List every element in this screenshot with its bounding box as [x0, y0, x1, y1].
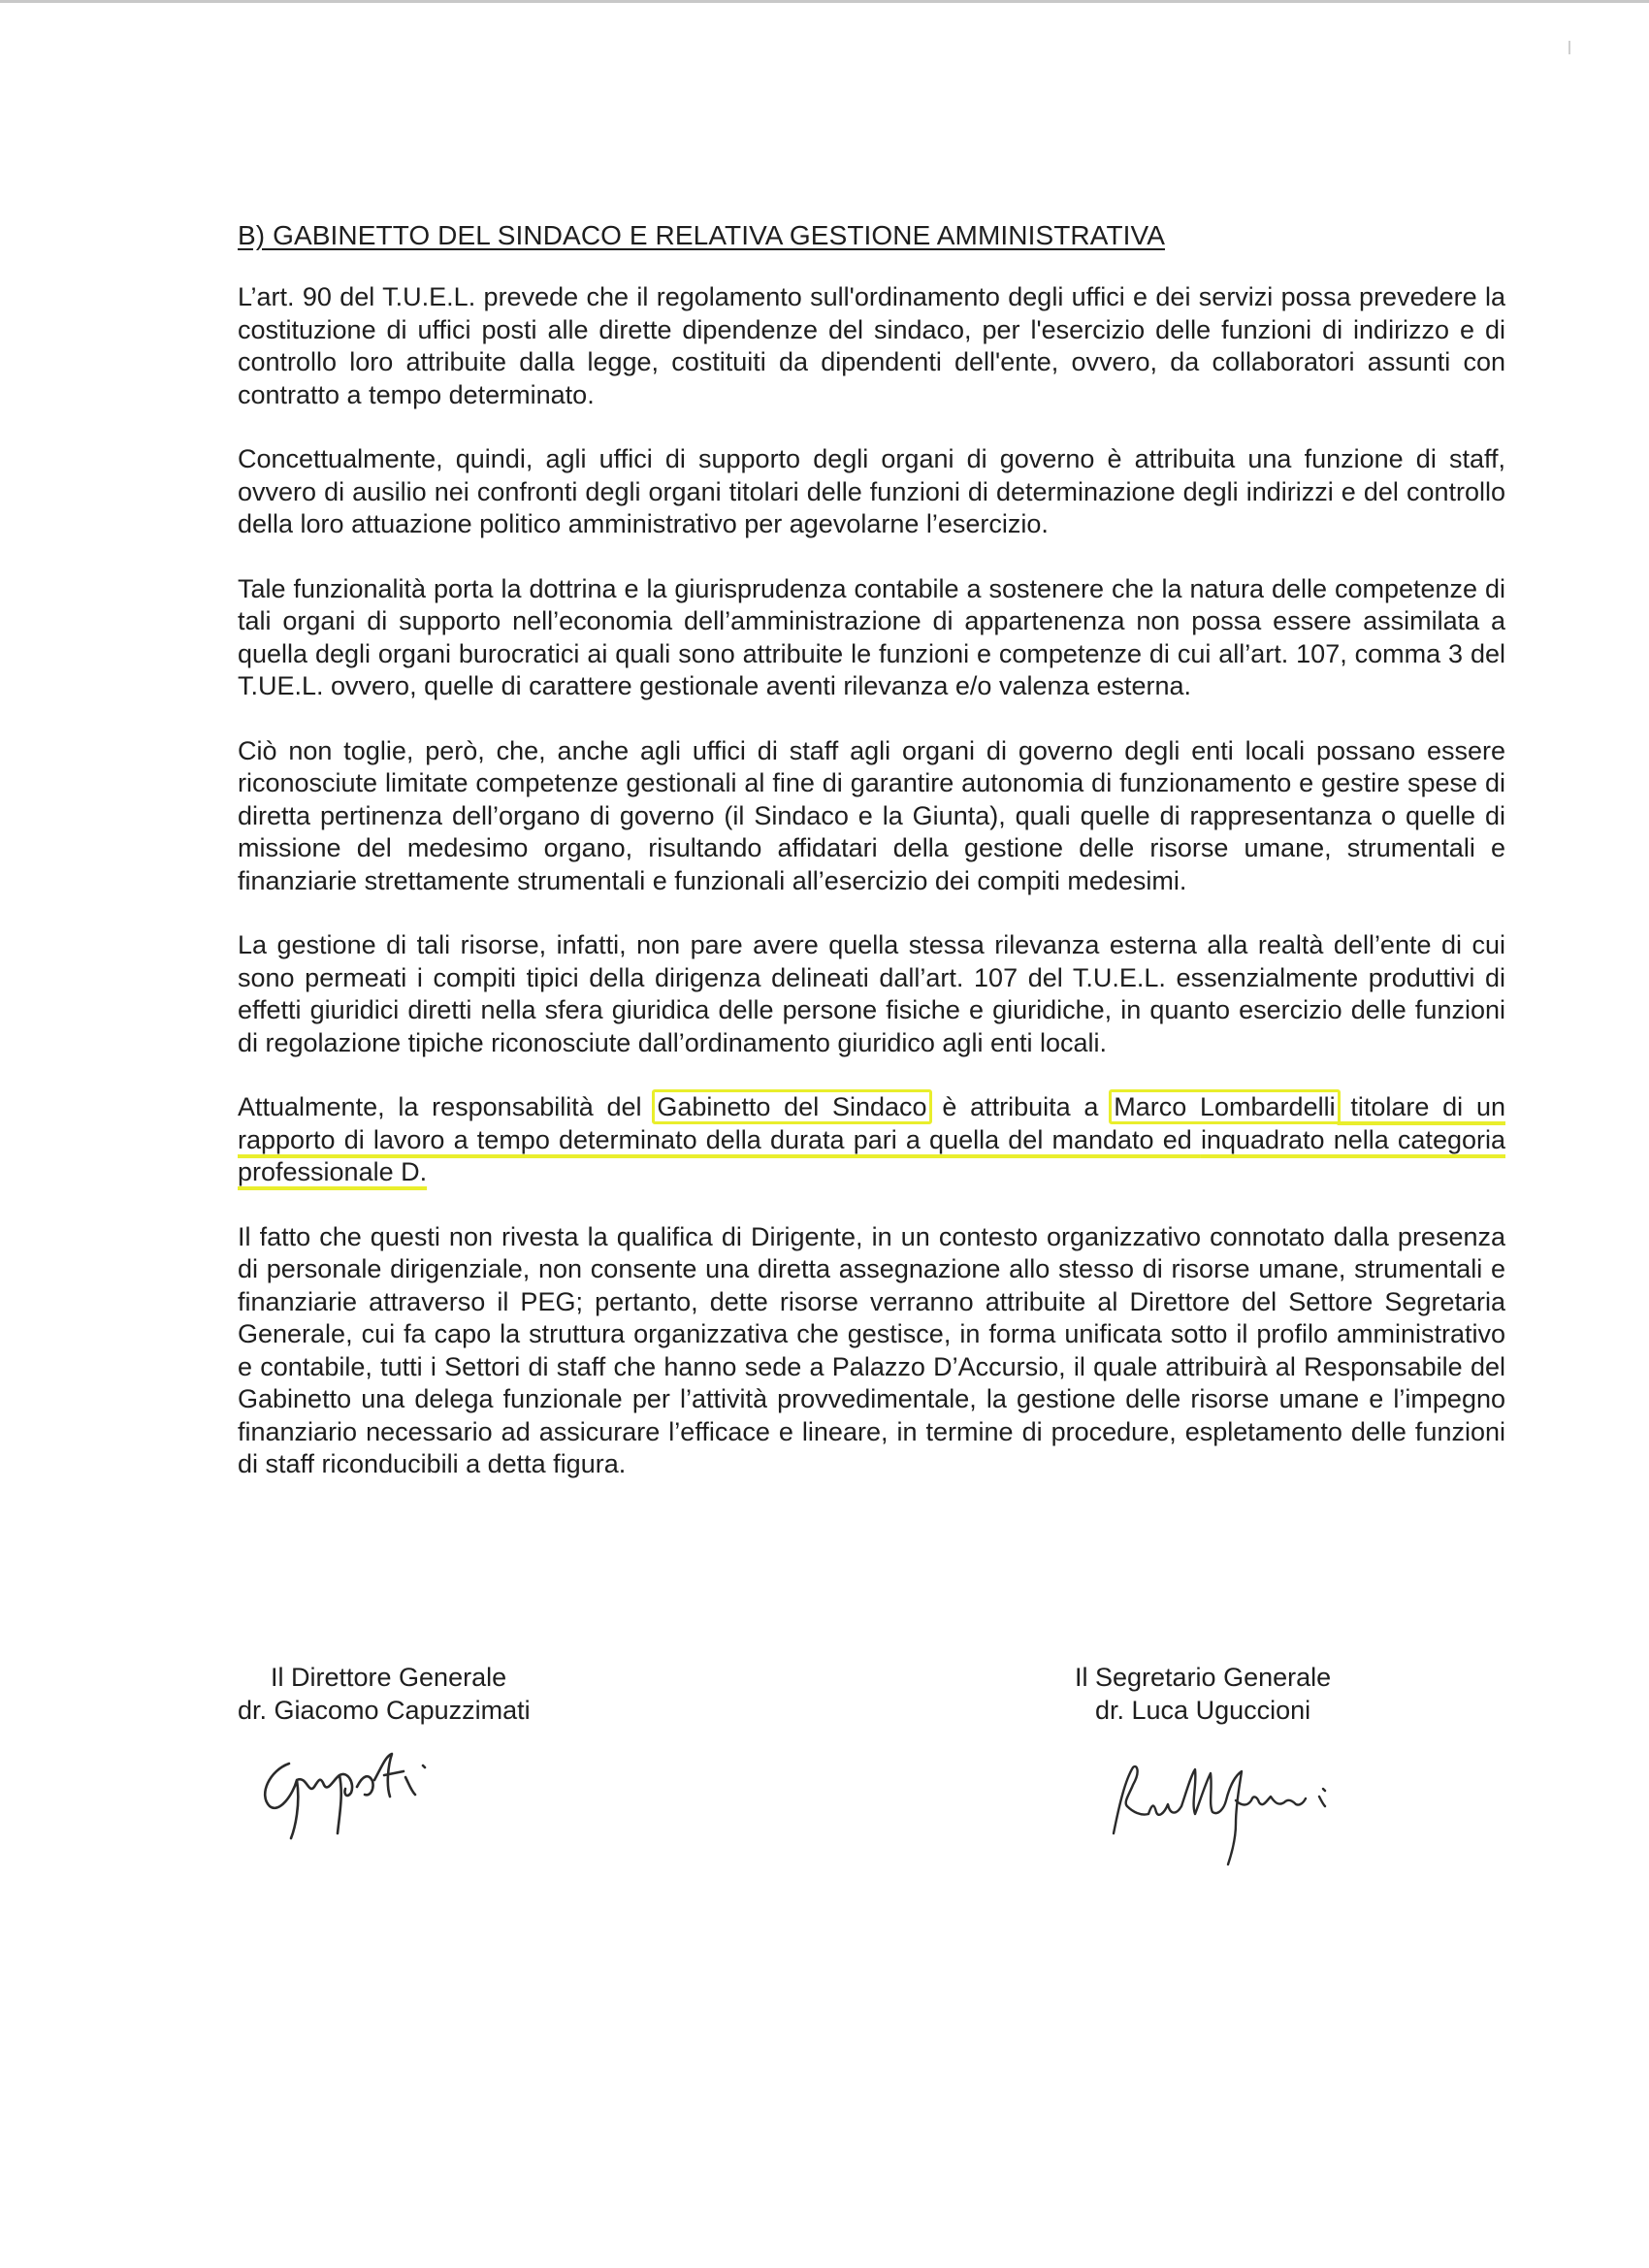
paragraph-4: Ciò non toglie, però, che, anche agli uffici di staff agli organi di governo degli enti locali possano essere riconosciute limitate competenze gestionali al fine di garantire autonomia di funzionamento e gestire spese di diretta pertinenza dell’organo di governo (il Sindaco e la Giunta), quali quelle di rappresentanza o quelle di missione del medesimo organo, risultando affidatari della gestione delle risorse umane, strumentali e finanziarie strettamente strumentali e funzionali all’esercizio dei compiti medesimi.	[238, 735, 1505, 895]
highlight-category: inquadrato nella categoria professionale D.	[238, 1124, 1505, 1186]
handwritten-signature-right	[1094, 1746, 1366, 1872]
signer-right-role: Il Segretario Generale	[1075, 1663, 1332, 1692]
page-top-edge	[0, 0, 1649, 3]
paragraph-1: L’art. 90 del T.U.E.L. prevede che il regolamento sull'ordinamento degli uffici e dei servizi possa prevedere la costituzione di uffici posti alle dirette dipendenze del sindaco, per l'esercizio delle funzioni di indirizzo e di controllo loro attribuite dalla legge, costituiti da dipendenti dell'ente, ovvero, da collaboratori assunti con contratto a tempo determinato.	[238, 282, 1505, 409]
handwritten-signature-left	[250, 1736, 483, 1843]
signer-left-name: dr. Giacomo Capuzzimati	[238, 1696, 531, 1725]
document-body	[238, 219, 1505, 1513]
highlight-name: Marco Lombardelli	[1109, 1089, 1340, 1124]
signer-left-role: Il Direttore Generale	[271, 1663, 507, 1692]
scan-mark	[1568, 41, 1570, 54]
paragraph-5: La gestione di tali risorse, infatti, non pare avere quella stessa rilevanza esterna alla realtà dell’ente di cui sono permeati i compiti tipici della dirigenza delineati dall’art. 107 del T.U.E.L. essenzialmente produttivi di effetti giuridici diretti nella sfera giuridica delle persone fisiche e giuridiche, in quanto esercizio delle funzioni di regolazione tipiche riconosciute dall’ordinamento giuridico agli enti locali.	[238, 930, 1505, 1057]
signature-block-left	[238, 1661, 531, 1727]
p6-text-e: titolare di un rapporto di lavoro a tempo determinato della durata pari a quella del mandato ed	[238, 1092, 1505, 1154]
paragraph-7: Il fatto che questi non rivesta la qualifica di Dirigente, in un contesto organizzativo connotato dalla presenza di personale dirigenziale, non consente una diretta assegnazione allo stesso di risorse umane, strumentali e finanziarie attraverso il PEG; pertanto, dette risorse verranno attribuite al Direttore del Settore Segretaria Generale, cui fa capo la struttura organizzativa che gestisce, in forma unificata sotto il profilo amministrativo e contabile, tutti i Settori di staff che hanno sede a Palazzo D’Accursio, il quale attribuirà al Responsabile del Gabinetto una delega funzionale per l’attività provvedimentale, la gestione delle risorse umane e l’impegno finanziario necessario ad assicurare l’efficace e lineare, in termine di procedure, espletamento delle funzioni di staff riconducibili a detta figura.	[238, 1221, 1505, 1478]
section-heading: B) GABINETTO DEL SINDACO E RELATIVA GESTIONE AMMINISTRATIVA	[238, 220, 1165, 250]
signature-block-right	[1075, 1661, 1331, 1727]
p6-text-a: Attualmente, la responsabilità del	[238, 1092, 656, 1121]
highlight-gabinetto: Gabinetto del Sindaco	[652, 1089, 931, 1124]
signer-right-name: dr. Luca Uguccioni	[1095, 1696, 1311, 1725]
p6-text-c: è attribuita a	[928, 1092, 1113, 1121]
paragraph-6	[238, 1091, 1505, 1189]
paragraph-2: Concettualmente, quindi, agli uffici di supporto degli organi di governo è attribuita una funzione di staff, ovvero di ausilio nei confronti degli organi titolari delle funzioni di determinazione degli indirizzi e del controllo della loro attuazione politico amministrativo per agevolarne l’esercizio.	[238, 444, 1505, 538]
paragraph-3: Tale funzionalità porta la dottrina e la giurisprudenza contabile a sostenere che la natura delle competenze di tali organi di supporto nell’economia dell’amministrazione di appartenenza non possa essere assimilata a quella degli organi burocratici ai quali sono attribuite le funzioni e competenze di cui all’art. 107, comma 3 del T.UE.L. ovvero, quelle di carattere gestionale aventi rilevanza e/o valenza esterna.	[238, 573, 1505, 700]
